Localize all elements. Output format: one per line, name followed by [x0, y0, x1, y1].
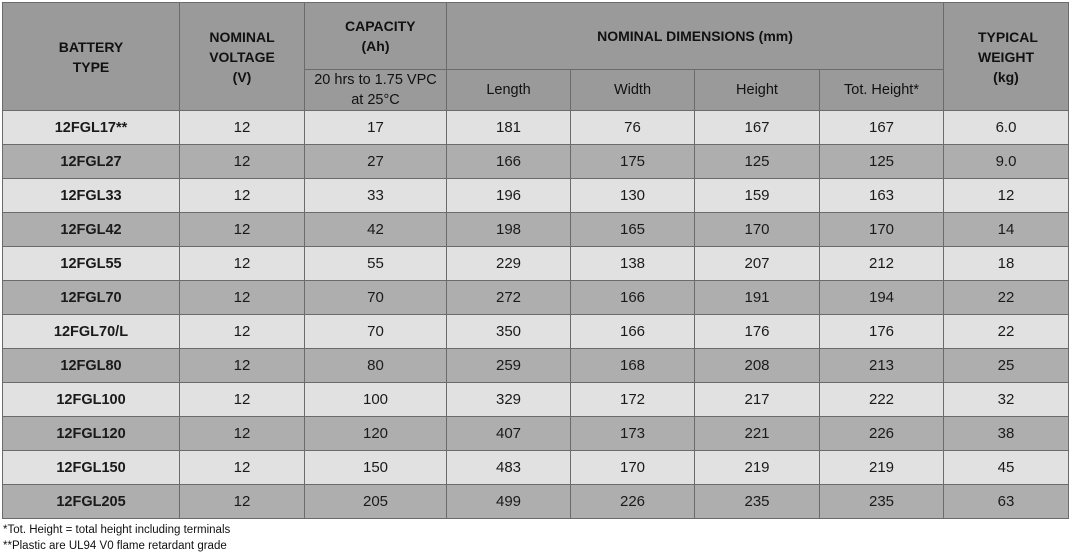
cell-width: 166 [571, 281, 695, 315]
cell-battery-type: 12FGL42 [3, 213, 180, 247]
cell-tot-height: 194 [820, 281, 944, 315]
cell-weight: 32 [944, 383, 1069, 417]
cell-battery-type: 12FGL205 [3, 485, 180, 519]
cell-tot-height: 212 [820, 247, 944, 281]
cell-width: 165 [571, 213, 695, 247]
cell-voltage: 12 [180, 247, 305, 281]
cell-length: 198 [447, 213, 571, 247]
cell-height: 217 [695, 383, 820, 417]
cell-height: 170 [695, 213, 820, 247]
cell-tot-height: 226 [820, 417, 944, 451]
cell-weight: 25 [944, 349, 1069, 383]
cell-capacity: 150 [305, 451, 447, 485]
cell-width: 173 [571, 417, 695, 451]
cell-weight: 22 [944, 315, 1069, 349]
cell-weight: 22 [944, 281, 1069, 315]
cell-voltage: 12 [180, 315, 305, 349]
cell-tot-height: 125 [820, 145, 944, 179]
cell-voltage: 12 [180, 213, 305, 247]
header-battery-type: BATTERY TYPE [3, 3, 180, 111]
cell-voltage: 12 [180, 417, 305, 451]
header-width: Width [571, 70, 695, 111]
cell-battery-type: 12FGL33 [3, 179, 180, 213]
cell-battery-type: 12FGL27 [3, 145, 180, 179]
table-body [3, 111, 1069, 519]
cell-capacity: 205 [305, 485, 447, 519]
cell-capacity: 42 [305, 213, 447, 247]
cell-height: 221 [695, 417, 820, 451]
footnote-plastic-grade: **Plastic are UL94 V0 flame retardant grade [3, 540, 227, 552]
cell-voltage: 12 [180, 349, 305, 383]
cell-battery-type: 12FGL80 [3, 349, 180, 383]
cell-tot-height: 163 [820, 179, 944, 213]
cell-battery-type: 12FGL17** [3, 111, 180, 145]
cell-width: 168 [571, 349, 695, 383]
cell-width: 175 [571, 145, 695, 179]
cell-voltage: 12 [180, 281, 305, 315]
cell-voltage: 12 [180, 383, 305, 417]
table-row [3, 417, 1069, 451]
cell-height: 208 [695, 349, 820, 383]
cell-tot-height: 167 [820, 111, 944, 145]
table-row [3, 451, 1069, 485]
header-capacity: CAPACITY (Ah) [305, 3, 447, 70]
cell-voltage: 12 [180, 145, 305, 179]
header-length: Length [447, 70, 571, 111]
cell-capacity: 33 [305, 179, 447, 213]
cell-tot-height: 213 [820, 349, 944, 383]
cell-width: 138 [571, 247, 695, 281]
cell-length: 166 [447, 145, 571, 179]
cell-voltage: 12 [180, 485, 305, 519]
cell-battery-type: 12FGL120 [3, 417, 180, 451]
footnote-tot-height: *Tot. Height = total height including terminals [3, 524, 231, 536]
cell-capacity: 70 [305, 281, 447, 315]
cell-length: 350 [447, 315, 571, 349]
cell-width: 172 [571, 383, 695, 417]
cell-width: 226 [571, 485, 695, 519]
cell-battery-type: 12FGL150 [3, 451, 180, 485]
table-row [3, 145, 1069, 179]
cell-battery-type: 12FGL100 [3, 383, 180, 417]
cell-weight: 45 [944, 451, 1069, 485]
table-row [3, 247, 1069, 281]
cell-tot-height: 170 [820, 213, 944, 247]
table-row [3, 485, 1069, 519]
header-height: Height [695, 70, 820, 111]
footnotes [3, 522, 230, 554]
table-row [3, 349, 1069, 383]
cell-capacity: 55 [305, 247, 447, 281]
cell-length: 329 [447, 383, 571, 417]
cell-voltage: 12 [180, 111, 305, 145]
cell-height: 176 [695, 315, 820, 349]
cell-tot-height: 222 [820, 383, 944, 417]
cell-weight: 6.0 [944, 111, 1069, 145]
cell-capacity: 27 [305, 145, 447, 179]
battery-spec-table [2, 2, 1069, 519]
cell-length: 499 [447, 485, 571, 519]
table-row [3, 281, 1069, 315]
cell-height: 235 [695, 485, 820, 519]
cell-voltage: 12 [180, 451, 305, 485]
cell-capacity: 17 [305, 111, 447, 145]
cell-length: 229 [447, 247, 571, 281]
cell-capacity: 80 [305, 349, 447, 383]
table-row [3, 111, 1069, 145]
header-typical-weight: TYPICAL WEIGHT (kg) [944, 3, 1069, 111]
table-row [3, 213, 1069, 247]
cell-tot-height: 219 [820, 451, 944, 485]
cell-battery-type: 12FGL70/L [3, 315, 180, 349]
cell-height: 167 [695, 111, 820, 145]
cell-width: 170 [571, 451, 695, 485]
cell-length: 259 [447, 349, 571, 383]
cell-tot-height: 176 [820, 315, 944, 349]
header-nominal-voltage: NOMINAL VOLTAGE (V) [180, 3, 305, 111]
cell-width: 76 [571, 111, 695, 145]
table-header [3, 3, 1069, 111]
cell-height: 207 [695, 247, 820, 281]
cell-weight: 38 [944, 417, 1069, 451]
cell-length: 483 [447, 451, 571, 485]
header-nominal-dimensions: NOMINAL DIMENSIONS (mm) [447, 3, 944, 70]
cell-capacity: 120 [305, 417, 447, 451]
cell-height: 219 [695, 451, 820, 485]
header-capacity-condition: 20 hrs to 1.75 VPC at 25°C [305, 70, 447, 111]
cell-height: 125 [695, 145, 820, 179]
cell-length: 196 [447, 179, 571, 213]
cell-length: 407 [447, 417, 571, 451]
cell-width: 166 [571, 315, 695, 349]
cell-length: 272 [447, 281, 571, 315]
cell-capacity: 100 [305, 383, 447, 417]
cell-capacity: 70 [305, 315, 447, 349]
cell-battery-type: 12FGL55 [3, 247, 180, 281]
cell-weight: 14 [944, 213, 1069, 247]
cell-battery-type: 12FGL70 [3, 281, 180, 315]
cell-weight: 63 [944, 485, 1069, 519]
table-row [3, 179, 1069, 213]
header-tot-height: Tot. Height* [820, 70, 944, 111]
cell-weight: 18 [944, 247, 1069, 281]
table-row [3, 315, 1069, 349]
cell-weight: 12 [944, 179, 1069, 213]
cell-weight: 9.0 [944, 145, 1069, 179]
cell-voltage: 12 [180, 179, 305, 213]
cell-length: 181 [447, 111, 571, 145]
cell-height: 159 [695, 179, 820, 213]
cell-width: 130 [571, 179, 695, 213]
cell-height: 191 [695, 281, 820, 315]
cell-tot-height: 235 [820, 485, 944, 519]
table-row [3, 383, 1069, 417]
